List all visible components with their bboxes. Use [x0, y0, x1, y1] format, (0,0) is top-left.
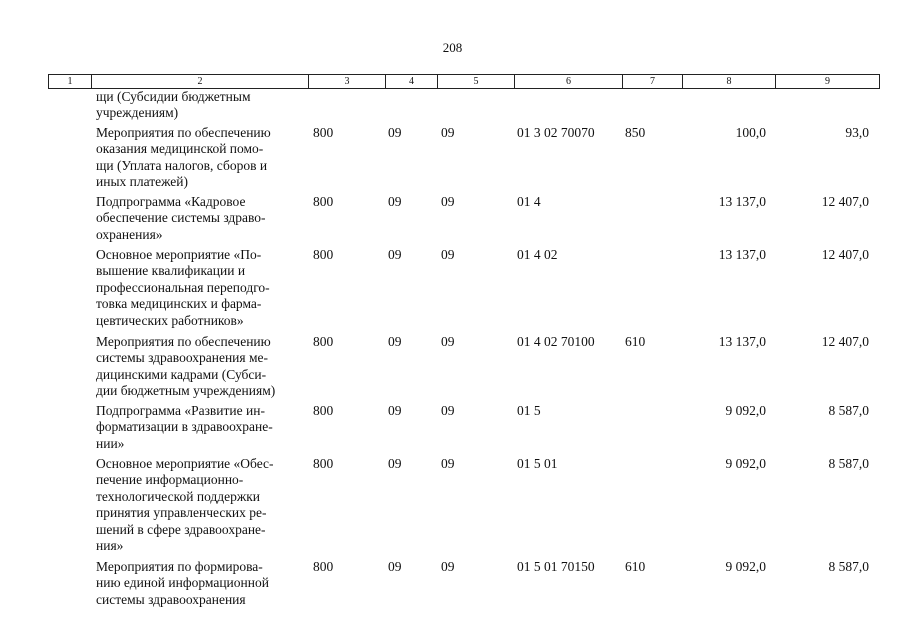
row-name-line: Основное мероприятие «Обес- — [96, 456, 274, 471]
header-col-2: 2 — [92, 75, 309, 88]
admin-code: 800 — [313, 334, 334, 349]
amount-year-1: 13 137,0 — [718, 334, 766, 349]
row-name-line: обеспечение системы здраво- — [96, 210, 266, 226]
row-name-line: Подпрограмма «Развитие ин- — [96, 403, 265, 418]
row-name — [96, 247, 310, 329]
target-article: 01 4 02 — [517, 247, 558, 262]
section-code: 09 — [388, 194, 402, 209]
row-name-line: вышение квалификации и — [96, 263, 246, 279]
row-name-line: дии бюджетным учреждениям) — [96, 383, 276, 399]
row-name — [96, 559, 310, 608]
admin-code: 800 — [313, 403, 334, 418]
section-code: 09 — [388, 125, 402, 140]
row-name-line: технологической поддержки — [96, 488, 261, 504]
admin-code: 800 — [313, 125, 334, 140]
row-name-line: нию единой информационной — [96, 575, 269, 591]
row-name — [96, 403, 310, 452]
subsection-code: 09 — [441, 403, 455, 418]
row-name-line: щи (Субсидии бюджетным — [96, 89, 251, 104]
row-name-line: системы здравоохранения ме- — [96, 350, 269, 366]
amount-year-2: 93,0 — [845, 125, 869, 140]
header-col-6: 6 — [515, 75, 623, 88]
amount-year-2: 12 407,0 — [821, 194, 869, 209]
subsection-code: 09 — [441, 334, 455, 349]
amount-year-1: 13 137,0 — [718, 194, 766, 209]
header-col-1: 1 — [49, 75, 92, 88]
page-number: 208 — [442, 40, 463, 55]
row-name — [96, 334, 310, 400]
row-name — [96, 456, 310, 554]
row-name-line: Основное мероприятие «По- — [96, 247, 262, 262]
section-code: 09 — [388, 247, 402, 262]
row-name-line: Мероприятия по обеспечению — [96, 125, 271, 140]
row-name-line: иных платежей) — [96, 174, 189, 190]
section-code: 09 — [388, 559, 402, 574]
amount-year-2: 8 587,0 — [828, 559, 869, 574]
row-name — [96, 89, 310, 122]
admin-code: 800 — [313, 247, 334, 262]
row-name — [96, 125, 310, 191]
row-name — [96, 194, 310, 243]
row-name-line: нии» — [96, 435, 125, 451]
subsection-code: 09 — [441, 456, 455, 471]
expense-type: 610 — [625, 559, 646, 574]
section-code: 09 — [388, 456, 402, 471]
section-code: 09 — [388, 403, 402, 418]
subsection-code: 09 — [441, 559, 455, 574]
header-col-3: 3 — [309, 75, 386, 88]
row-name-line: принятия управленческих ре- — [96, 505, 267, 521]
row-name-line: Мероприятия по формирова- — [96, 559, 263, 574]
admin-code: 800 — [313, 456, 334, 471]
row-name-line: товка медицинских и фарма- — [96, 296, 262, 312]
amount-year-1: 100,0 — [735, 125, 766, 140]
target-article: 01 4 02 70100 — [517, 334, 595, 349]
row-name-line: охранения» — [96, 226, 163, 242]
amount-year-2: 12 407,0 — [821, 334, 869, 349]
header-col-5: 5 — [438, 75, 515, 88]
row-name-line: цевтических работников» — [96, 312, 244, 328]
target-article: 01 4 — [517, 194, 541, 209]
target-article: 01 5 — [517, 403, 541, 418]
row-name-line: щи (Уплата налогов, сборов и — [96, 157, 268, 173]
expense-type: 610 — [625, 334, 646, 349]
row-name-line: профессиональная переподго- — [96, 279, 270, 295]
row-name-line: печение информационно- — [96, 472, 244, 488]
amount-year-1: 9 092,0 — [725, 403, 766, 418]
target-article: 01 3 02 70070 — [517, 125, 595, 140]
admin-code: 800 — [313, 559, 334, 574]
row-name-line: форматизации в здравоохране- — [96, 419, 273, 435]
row-name-line: Мероприятия по обеспечению — [96, 334, 271, 349]
expense-type: 850 — [625, 125, 646, 140]
row-name-line: дицинскими кадрами (Субси- — [96, 366, 267, 382]
header-col-9: 9 — [825, 76, 830, 87]
target-article: 01 5 01 — [517, 456, 558, 471]
section-code: 09 — [388, 334, 402, 349]
row-name-line: ния» — [96, 538, 124, 554]
row-name-line: системы здравоохранения — [96, 591, 246, 607]
amount-year-1: 9 092,0 — [725, 456, 766, 471]
header-col-7: 7 — [623, 75, 683, 88]
table-header-row — [48, 74, 880, 89]
row-name-line: учреждениям) — [96, 105, 179, 121]
amount-year-1: 9 092,0 — [725, 559, 766, 574]
subsection-code: 09 — [441, 247, 455, 262]
row-name-line: шений в сфере здравоохране- — [96, 521, 266, 537]
target-article: 01 5 01 70150 — [517, 559, 595, 574]
amount-year-2: 8 587,0 — [828, 403, 869, 418]
header-col-8: 8 — [683, 75, 776, 88]
admin-code: 800 — [313, 194, 334, 209]
amount-year-2: 8 587,0 — [828, 456, 869, 471]
row-name-line: оказания медицинской помо- — [96, 141, 264, 157]
amount-year-1: 13 137,0 — [718, 247, 766, 262]
amount-year-2: 12 407,0 — [821, 247, 869, 262]
row-name-line: Подпрограмма «Кадровое — [96, 194, 246, 209]
header-col-4: 4 — [386, 75, 438, 88]
subsection-code: 09 — [441, 194, 455, 209]
subsection-code: 09 — [441, 125, 455, 140]
